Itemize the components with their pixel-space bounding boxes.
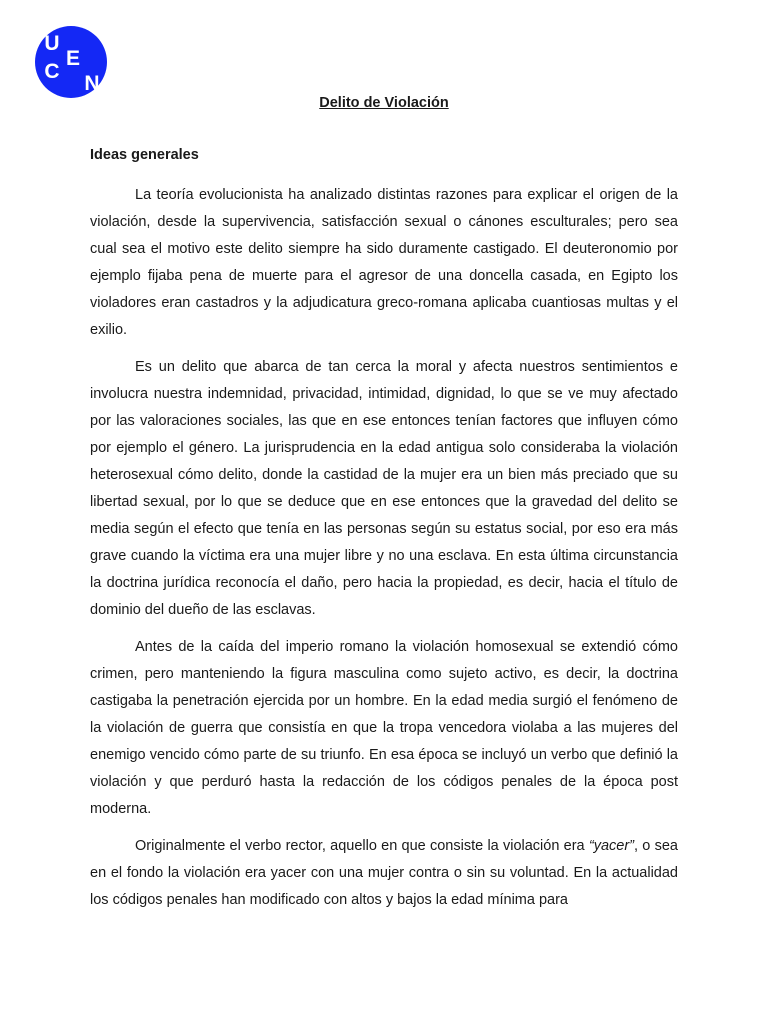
- paragraph-2: Es un delito que abarca de tan cerca la moral y afecta nuestros sentimientos e involucra nuestra indemnidad, privacidad, intimidad, dignidad, lo que se ve muy afectado por las valoraciones sociales, las que en ese entonces tenían factores que influyen cómo por ejemplo el género. La jurisprudencia en la edad antigua solo consideraba la violación heterosexual cómo delito, donde la castidad de la mujer era un bien más preciado que su libertad sexual, por lo que se deduce que en ese entonces que la gravedad del delito se media según el efecto que tenía en las personas según su estatus social, por eso era más grave cuando la víctima era una mujer libre y no una esclava. En esta última circunstancia la doctrina jurídica reconocía el daño, pero hacia la propiedad, es decir, hacia el título de dominio del dueño de las esclavas.: [90, 359, 678, 618]
- section-heading: Ideas generales: [90, 147, 199, 163]
- logo-letter-e: E: [65, 47, 81, 70]
- paragraph-4: [90, 833, 678, 914]
- paragraph-3: Antes de la caída del imperio romano la violación homosexual se extendió cómo crimen, pero manteniendo la figura masculina como sujeto activo, es decir, la doctrina castigaba la penetración ejercida por un hombre. En la edad media surgió el fenómeno de la violación de guerra que consistía en que la tropa vencedora violaba a las mujeres del enemigo vencido cómo parte de su triunfo. En esa época se incluyó un verbo que definió la violación y que perduró hasta la redacción de los códigos penales de la época post moderna.: [90, 639, 678, 817]
- logo-letter-n: N: [84, 72, 100, 95]
- document-body: [90, 182, 678, 924]
- paragraph-4-quoted-verb: “yacer”: [588, 838, 635, 854]
- logo-letter-u: U: [44, 32, 60, 55]
- logo-letter-c: C: [44, 60, 60, 83]
- paragraph-1: La teoría evolucionista ha analizado distintas razones para explicar el origen de la violación, desde la supervivencia, satisfacción sexual o cánones esculturales; pero sea cual sea el motivo este delito siempre ha sido duramente castigado. El deuteronomio por ejemplo fijaba pena de muerte para el agresor de una doncella casada, en Egipto los violadores eran castadros y la adjudicatura greco-romana aplicaba cuantiosas multas y el exilio.: [90, 187, 678, 338]
- ucen-logo: [35, 26, 107, 98]
- paragraph-4-text-end: , o sea en el fondo la violación era yacer con una mujer contra o sin su voluntad. En la actualidad los códigos penales han modificado con altos y bajos la edad mínima para: [90, 838, 679, 908]
- document-title: Delito de Violación: [319, 95, 449, 111]
- paragraph-4-text-start: Originalmente el verbo rector, aquello en que consiste la violación era: [135, 838, 589, 854]
